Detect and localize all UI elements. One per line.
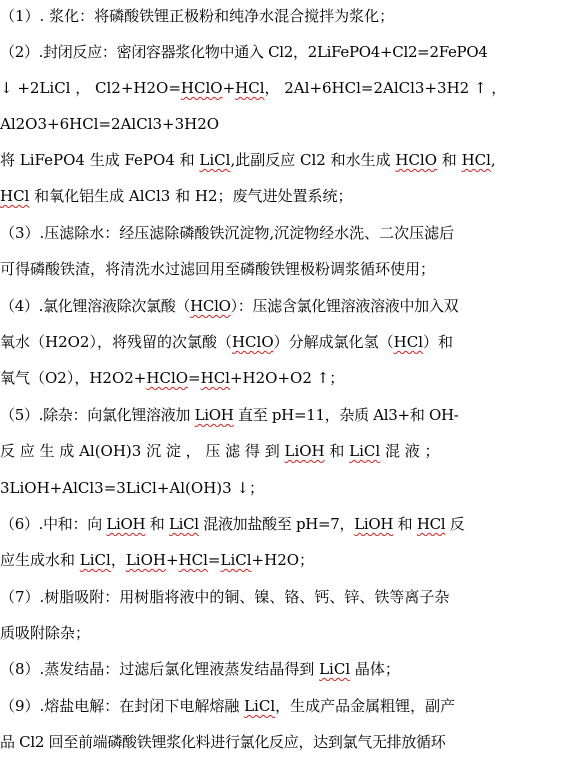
underlined-term: HClO [190,297,231,315]
step-2-line-1 [0,40,562,64]
text: + [222,79,236,97]
underlined-term: LiCl [79,551,111,569]
text: （2）.封闭反应：密闭容器浆化物中通入 Cl2，2LiFePO4+Cl2=2FePO4 [0,43,488,61]
text: ）：压滤含氯化锂溶液溶液中加入双 [230,297,459,315]
text: 3LiOH+AlCl3=3LiCl+Al(OH)3 ↓； [0,479,265,497]
text: 直至 pH=11，杂质 Al3+和 OH- [233,406,459,424]
underlined-term: LiCl [199,151,231,169]
text: , [490,151,496,169]
text: +H2O+O2 ↑； [229,369,345,387]
underlined-term: HCl [178,551,208,569]
underlined-term: LiOH [106,515,146,533]
step-9-line-2 [0,730,562,754]
step-4-line-1 [0,294,562,318]
underlined-term: HCl [461,151,491,169]
step-8-line-1 [0,657,562,681]
underlined-term: LiCl [220,551,252,569]
underlined-term: HCl [235,79,265,97]
text: （7）.树脂吸附：用树脂将液中的铜、镍、铬、钙、锌、铁等离子杂 [0,588,450,606]
step-6-line-1 [0,512,562,536]
step-5-line-1 [0,403,562,427]
text: +H2O； [251,551,315,569]
text: （5）.除杂：向氯化锂溶液加 [0,406,195,424]
text: 混 液 ； [380,442,440,460]
text: ， 2Al+6HCl=2AlCl3+3H2 ↑ ， [264,79,507,97]
text: ↓ +2LiCl ， Cl2+H2O= [0,79,181,97]
underlined-term: LiOH [354,515,394,533]
step-4-line-3 [0,366,562,390]
text: 反 [445,515,465,533]
text: （6）.中和：向 [0,515,107,533]
text: 质吸附除杂； [0,624,91,642]
step-2-line-5 [0,184,562,208]
text: （8）.蒸发结晶：过滤后氯化锂液蒸发结晶得到 [0,660,320,678]
text: Al2O3+6HCl=2AlCl3+3H2O [0,115,220,133]
underlined-term: HClO [146,369,189,387]
text: 氧水（H2O2），将残留的次氯酸（ [0,333,232,351]
step-4-line-2 [0,330,562,354]
text: = [188,369,201,387]
step-5-line-2 [0,439,562,463]
text: ）分解成氯化氢（ [273,333,394,351]
text: ）和 [423,333,454,351]
step-3-line-2 [0,257,562,281]
text: （4）.氯化锂溶液除次氯酸（ [0,297,191,315]
step-2-line-3 [0,112,562,136]
underlined-term: LiOH [194,406,234,424]
text: ,此副反应 Cl2 和水生成 [230,151,396,169]
text: ， [110,551,126,569]
text: （9）.熔盐电解：在封闭下电解熔融 [0,697,245,715]
underlined-term: LiOH [284,442,325,460]
step-3-line-1 [0,221,562,245]
step-2-line-4 [0,148,562,172]
text: 氧气（O2），H2O2+ [0,369,147,387]
text: 将 LiFePO4 生成 FePO4 和 [0,151,200,169]
text: ，生成产品金属粗锂，副产 [275,697,456,715]
step-1-line [0,4,562,28]
underlined-term: HClO [231,333,274,351]
text: 和氧化铝生成 AlCl3 和 H2；废气进处置系统； [29,187,353,205]
underlined-term: HCl [416,515,446,533]
text: 可得磷酸铁渣，将清洗水过滤回用至磷酸铁锂极粉调浆循环使用； [0,260,436,278]
underlined-term: LiCl [319,660,351,678]
text: 应生成水和 [0,551,80,569]
text: + [165,551,179,569]
underlined-term: HCl [0,187,30,205]
step-6-line-2 [0,548,562,572]
underlined-term: LiOH [125,551,166,569]
text: = [207,551,221,569]
text: （1）. 浆化：将磷酸铁锂正极粉和纯净水混合搅拌为浆化； [0,7,395,25]
text: 晶体； [350,660,400,678]
text: 和 [393,515,417,533]
text: 和 [437,151,462,169]
underlined-term: HCl [200,369,230,387]
underlined-term: HClO [395,151,438,169]
text: （3）.压滤除水：经压滤除磷酸铁沉淀物,沉淀物经水洗、二次压滤后 [0,224,455,242]
text: 和 [324,442,350,460]
step-7-line-2 [0,621,562,645]
step-9-line-1 [0,694,562,718]
text: 和 [145,515,169,533]
step-7-line-1 [0,585,562,609]
step-5-line-3 [0,476,562,500]
underlined-term: HClO [180,79,223,97]
underlined-term: HCl [393,333,423,351]
underlined-term: LiCl [244,697,276,715]
underlined-term: LiCl [349,442,381,460]
step-2-line-2 [0,76,562,100]
text: 反 应 生 成 Al(OH)3 沉 淀 ， 压 滤 得 到 [0,442,285,460]
underlined-term: LiCl [168,515,199,533]
text: 品 Cl2 回至前端磷酸铁锂浆化料进行氯化反应，达到氯气无排放循环 [0,733,446,751]
text: 混液加盐酸至 pH=7， [198,515,355,533]
